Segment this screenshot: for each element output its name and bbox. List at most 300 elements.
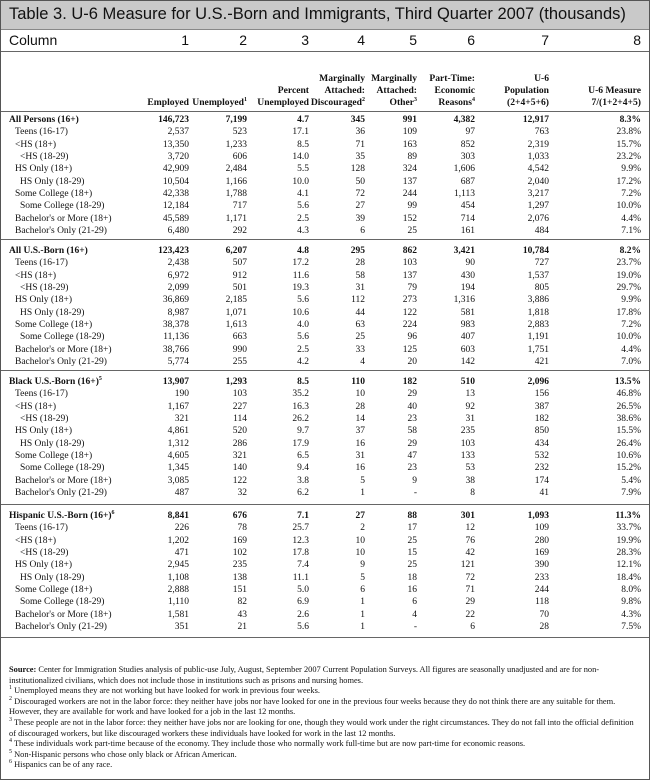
column-header-text: 7/(1+2+4+5) xyxy=(591,97,641,109)
cell-value: 72 xyxy=(465,572,475,583)
cell-value: 15.7% xyxy=(616,139,641,150)
cell-value: 10 xyxy=(355,548,365,559)
section-rule xyxy=(1,239,649,240)
row-label-text: HS Only (18+) xyxy=(15,560,73,571)
cell-value: 4,382 xyxy=(453,115,475,125)
cell-value: 12 xyxy=(465,523,475,534)
cell-value: 717 xyxy=(232,201,247,212)
table-row xyxy=(1,535,649,547)
row-label xyxy=(20,438,84,450)
cell-value: 5.6 xyxy=(297,201,309,212)
row-label-text: All Persons (16+) xyxy=(9,115,79,125)
row-label xyxy=(15,139,56,151)
cell-value: 17.8 xyxy=(292,548,309,559)
footnote-text: Discouraged workers are not in the labor force: they neither have jobs nor have looked for one in the previous four weeks because they do not think there are any suitable for them. However, they are available for work and have looked for a job in the last 12 months. xyxy=(9,696,616,717)
cell-value: - xyxy=(413,488,417,499)
row-label-text: HS Only (18-29) xyxy=(20,438,85,449)
table-row xyxy=(1,126,649,138)
row-label xyxy=(15,609,112,621)
cell-value: 321 xyxy=(174,414,189,425)
cell-value: 13.5% xyxy=(614,377,641,387)
table-row xyxy=(1,462,649,474)
row-label-text: Black U.S.-Born (16+) xyxy=(9,377,99,387)
table-row xyxy=(1,307,649,319)
column-header-line xyxy=(534,73,549,85)
cell-value: 581 xyxy=(460,307,475,318)
cell-value: 19.0% xyxy=(616,270,641,281)
row-label xyxy=(20,282,68,294)
cell-value: 235 xyxy=(460,426,475,437)
footnote-mark: 1 xyxy=(9,685,12,692)
column-header-line xyxy=(438,97,475,109)
column-header-text: U-6 Measure xyxy=(588,85,641,97)
cell-value: 10 xyxy=(355,535,365,546)
cell-value: 35.2 xyxy=(292,389,309,400)
footnote-mark: 6 xyxy=(111,509,115,516)
footnote-mark: 5 xyxy=(98,375,102,382)
cell-value: 26.4% xyxy=(616,438,641,449)
cell-value: 6 xyxy=(360,226,365,237)
row-label-text: HS Only (18+) xyxy=(15,295,73,306)
cell-value: 2,888 xyxy=(167,585,189,596)
cell-value: 8.5 xyxy=(297,377,309,387)
cell-value: 163 xyxy=(402,139,417,150)
row-label-text: Hispanic U.S.-Born (16+) xyxy=(9,511,112,521)
table-row xyxy=(1,282,649,294)
footnote-mark: 6 xyxy=(9,759,12,766)
row-label-text: Some College (18+) xyxy=(15,189,93,200)
cell-value: 1,613 xyxy=(225,320,247,331)
cell-value: 850 xyxy=(534,426,549,437)
table-row xyxy=(1,331,649,343)
cell-value: 434 xyxy=(534,438,549,449)
cell-value: 7.2% xyxy=(621,320,641,331)
cell-value: 10.0 xyxy=(292,176,309,187)
cell-value: 4,605 xyxy=(167,451,189,462)
column-header-line xyxy=(147,97,189,109)
cell-value: 182 xyxy=(534,414,549,425)
cell-value: 321 xyxy=(232,451,247,462)
row-label-text: Teens (16-17) xyxy=(15,127,68,138)
cell-value: 23.2% xyxy=(616,152,641,163)
cell-value: 8,841 xyxy=(167,511,189,521)
cell-value: 28 xyxy=(355,401,365,412)
row-label xyxy=(15,257,68,269)
cell-value: 292 xyxy=(232,226,247,237)
table-row xyxy=(1,319,649,331)
row-label xyxy=(15,344,112,356)
cell-value: 3,886 xyxy=(527,295,549,306)
cell-value: 2.5 xyxy=(297,344,309,355)
cell-value: - xyxy=(413,622,417,633)
table-row xyxy=(1,213,649,225)
column-header-text: Reasons xyxy=(438,97,472,109)
cell-value: 763 xyxy=(534,127,549,138)
cell-value: 16 xyxy=(355,463,365,474)
row-label xyxy=(15,401,56,413)
table-title: Table 3. U-6 Measure for U.S.-Born and Immigrants, Third Quarter 2007 (thousands) xyxy=(9,5,626,23)
cell-value: 23.7% xyxy=(616,258,641,269)
cell-value: 42,909 xyxy=(162,164,189,175)
cell-value: 4.0 xyxy=(297,320,309,331)
cell-value: 523 xyxy=(232,127,247,138)
cell-value: 1,108 xyxy=(167,572,189,583)
cell-value: 8.5 xyxy=(297,139,309,150)
cell-value: 1,297 xyxy=(527,201,549,212)
column-header-text: Unemployed xyxy=(192,97,244,109)
cell-value: 38,766 xyxy=(162,344,189,355)
cell-value: 8,987 xyxy=(167,307,189,318)
row-label xyxy=(20,331,104,343)
row-label xyxy=(20,176,84,188)
cell-value: 1,788 xyxy=(225,189,247,200)
cell-value: 109 xyxy=(534,523,549,534)
row-label-text: Some College (18-29) xyxy=(20,463,105,474)
footnote xyxy=(9,697,641,718)
table-row xyxy=(1,344,649,356)
cell-value: 1,071 xyxy=(225,307,247,318)
row-label xyxy=(20,572,84,584)
column-number-7: 7 xyxy=(541,32,549,48)
cell-value: 13,350 xyxy=(162,139,189,150)
cell-value: 78 xyxy=(237,523,247,534)
cell-value: 17.8% xyxy=(616,307,641,318)
table-row xyxy=(1,356,649,368)
row-label xyxy=(15,163,72,175)
cell-value: 7.1% xyxy=(621,226,641,237)
cell-value: 2,096 xyxy=(527,377,549,387)
cell-value: 1 xyxy=(360,609,365,620)
cell-value: 109 xyxy=(402,127,417,138)
column-header-4 xyxy=(303,57,365,109)
cell-value: 6 xyxy=(360,585,365,596)
cell-value: 38.6% xyxy=(616,414,641,425)
column-header-text: Unemployed xyxy=(257,97,309,109)
cell-value: 4,861 xyxy=(167,426,189,437)
row-label-text: <HS (18-29) xyxy=(20,414,69,425)
row-label-text: All U.S.-Born (16+) xyxy=(9,246,88,256)
cell-value: 5.6 xyxy=(297,622,309,633)
cell-value: 29 xyxy=(465,597,475,608)
row-label-text: HS Only (18+) xyxy=(15,164,73,175)
table-row xyxy=(1,388,649,400)
cell-value: 7.1 xyxy=(297,511,309,521)
table-row xyxy=(1,547,649,559)
cell-value: 82 xyxy=(237,597,247,608)
cell-value: 1 xyxy=(360,597,365,608)
cell-value: 9 xyxy=(360,560,365,571)
table-row xyxy=(1,438,649,450)
column-header-text: Percent xyxy=(277,85,309,97)
cell-value: 28 xyxy=(539,622,549,633)
table-row xyxy=(1,559,649,571)
footnotes xyxy=(9,665,641,771)
table-row xyxy=(1,401,649,413)
cell-value: 27 xyxy=(355,511,365,521)
cell-value: 2,319 xyxy=(527,139,549,150)
row-label-text: <HS (18+) xyxy=(15,270,57,281)
cell-value: 17 xyxy=(407,523,417,534)
cell-value: 9.9% xyxy=(621,295,641,306)
row-label xyxy=(20,413,68,425)
footnote-text: Unemployed means they are not working but have looked for work in previous four weeks. xyxy=(12,686,320,696)
cell-value: 454 xyxy=(460,201,475,212)
table-row xyxy=(1,176,649,188)
cell-value: 9.9% xyxy=(621,164,641,175)
cell-value: 79 xyxy=(407,283,417,294)
cell-value: 6,972 xyxy=(167,270,189,281)
cell-value: 532 xyxy=(534,451,549,462)
footnote-mark: 3 xyxy=(9,717,12,724)
cell-value: 10.0% xyxy=(616,201,641,212)
column-header-text: Marginally xyxy=(319,73,365,85)
cell-value: 12.1% xyxy=(616,560,641,571)
cell-value: 128 xyxy=(350,164,365,175)
cell-value: 122 xyxy=(402,307,417,318)
cell-value: 42 xyxy=(465,548,475,559)
column-label: Column xyxy=(9,32,58,48)
source-note xyxy=(9,665,641,686)
row-label xyxy=(15,450,92,462)
cell-value: 1,345 xyxy=(167,463,189,474)
cell-value: 13 xyxy=(465,389,475,400)
cell-value: 1,818 xyxy=(527,307,549,318)
cell-value: 76 xyxy=(465,535,475,546)
cell-value: 990 xyxy=(232,344,247,355)
cell-value: 42,338 xyxy=(162,189,189,200)
row-label-text: Teens (16-17) xyxy=(15,523,68,534)
row-label xyxy=(15,294,72,306)
cell-value: 18 xyxy=(407,572,417,583)
cell-value: 255 xyxy=(232,357,247,368)
cell-value: 5.4% xyxy=(621,475,641,486)
table-row xyxy=(1,257,649,269)
cell-value: 39 xyxy=(355,213,365,224)
row-label-text: <HS (18-29) xyxy=(20,283,69,294)
cell-value: 5.6 xyxy=(297,295,309,306)
cell-value: 3.8 xyxy=(297,475,309,486)
cell-value: 41 xyxy=(539,488,549,499)
cell-value: 2.6 xyxy=(297,609,309,620)
cell-value: 88 xyxy=(407,511,417,521)
cell-value: 33 xyxy=(355,344,365,355)
column-header-line xyxy=(311,97,365,109)
cell-value: 26.2 xyxy=(292,414,309,425)
cell-value: 1,312 xyxy=(167,438,189,449)
cell-value: 140 xyxy=(232,463,247,474)
cell-value: 1,191 xyxy=(527,332,549,343)
cell-value: 227 xyxy=(232,401,247,412)
column-number-row xyxy=(1,29,649,52)
column-header-text: Attached: xyxy=(376,85,417,97)
column-header-line xyxy=(504,85,549,97)
table-row xyxy=(1,139,649,151)
row-label-text: HS Only (18-29) xyxy=(20,307,85,318)
row-label-text: Bachelor's or More (18+) xyxy=(15,213,112,224)
cell-value: 5 xyxy=(360,475,365,486)
cell-value: 2,945 xyxy=(167,560,189,571)
column-header-7 xyxy=(487,57,549,109)
cell-value: 430 xyxy=(460,270,475,281)
cell-value: 6.9 xyxy=(297,597,309,608)
row-label xyxy=(15,225,107,237)
table-row xyxy=(1,270,649,282)
cell-value: 603 xyxy=(460,344,475,355)
column-header-6 xyxy=(419,57,475,109)
table-row xyxy=(1,609,649,621)
row-label-text: <HS (18+) xyxy=(15,535,57,546)
row-label xyxy=(20,200,104,212)
cell-value: 17.2 xyxy=(292,258,309,269)
cell-value: 9.4 xyxy=(297,463,309,474)
column-header-line xyxy=(377,85,418,97)
cell-value: 19.9% xyxy=(616,535,641,546)
footnote xyxy=(9,718,641,739)
cell-value: 390 xyxy=(534,560,549,571)
group-total-row xyxy=(1,510,649,522)
section-rule xyxy=(1,111,649,112)
cell-value: 103 xyxy=(232,389,247,400)
table-row xyxy=(1,572,649,584)
cell-value: 2,185 xyxy=(225,295,247,306)
footnote-mark: 5 xyxy=(9,748,12,755)
cell-value: 5.0 xyxy=(297,585,309,596)
cell-value: 387 xyxy=(534,401,549,412)
row-label xyxy=(15,213,112,225)
cell-value: 142 xyxy=(460,357,475,368)
cell-value: 912 xyxy=(232,270,247,281)
cell-value: 11,136 xyxy=(163,332,189,343)
footnote-text: Hispanics can be of any race. xyxy=(12,760,113,770)
row-label-text: Some College (18-29) xyxy=(20,201,105,212)
cell-value: 63 xyxy=(355,320,365,331)
cell-value: 351 xyxy=(174,622,189,633)
column-header-8 xyxy=(577,57,641,109)
column-number-3: 3 xyxy=(301,32,309,48)
cell-value: 2,438 xyxy=(167,258,189,269)
cell-value: 991 xyxy=(402,115,417,125)
column-header-2 xyxy=(189,57,247,109)
cell-value: 4.4% xyxy=(621,213,641,224)
row-label-text: HS Only (18+) xyxy=(15,426,73,437)
cell-value: 233 xyxy=(534,572,549,583)
cell-value: 1,751 xyxy=(527,344,549,355)
cell-value: 1,166 xyxy=(225,176,247,187)
cell-value: 484 xyxy=(534,226,549,237)
cell-value: 17.9 xyxy=(292,438,309,449)
cell-value: 1,202 xyxy=(167,535,189,546)
cell-value: 38 xyxy=(465,475,475,486)
cell-value: 286 xyxy=(232,438,247,449)
cell-value: 244 xyxy=(402,189,417,200)
footnote-mark: 4 xyxy=(9,738,12,745)
cell-value: 58 xyxy=(355,270,365,281)
cell-value: 4.8 xyxy=(297,246,309,256)
cell-value: 4.4% xyxy=(621,344,641,355)
row-label xyxy=(15,270,56,282)
cell-value: 190 xyxy=(174,389,189,400)
cell-value: 12,917 xyxy=(522,115,549,125)
row-label xyxy=(20,462,104,474)
cell-value: 7,199 xyxy=(225,115,247,125)
cell-value: 14 xyxy=(355,414,365,425)
column-header-line xyxy=(588,85,641,97)
cell-value: 19.3 xyxy=(292,283,309,294)
cell-value: 110 xyxy=(351,377,365,387)
cell-value: 45,589 xyxy=(162,213,189,224)
cell-value: 1,167 xyxy=(167,401,189,412)
cell-value: 28 xyxy=(355,258,365,269)
cell-value: 4.2 xyxy=(297,357,309,368)
cell-value: 151 xyxy=(232,585,247,596)
cell-value: 301 xyxy=(460,511,475,521)
cell-value: 4,542 xyxy=(527,164,549,175)
row-label-text: Teens (16-17) xyxy=(15,389,68,400)
cell-value: 36,869 xyxy=(162,295,189,306)
row-label-text: Some College (18+) xyxy=(15,320,93,331)
cell-value: 663 xyxy=(232,332,247,343)
cell-value: 161 xyxy=(460,226,475,237)
cell-value: 47 xyxy=(407,451,417,462)
cell-value: 50 xyxy=(355,176,365,187)
cell-value: 99 xyxy=(407,201,417,212)
column-header-line xyxy=(507,97,549,109)
cell-value: 16.3 xyxy=(292,401,309,412)
cell-value: 7.0% xyxy=(621,357,641,368)
row-label-text: Bachelor's Only (21-29) xyxy=(15,622,107,633)
cell-value: 2,883 xyxy=(527,320,549,331)
cell-value: 852 xyxy=(460,139,475,150)
table-row xyxy=(1,584,649,596)
row-label xyxy=(15,356,107,368)
cell-value: 17.2% xyxy=(616,176,641,187)
cell-value: 3,217 xyxy=(527,189,549,200)
cell-value: 280 xyxy=(534,535,549,546)
table-row xyxy=(1,425,649,437)
cell-value: 15.5% xyxy=(616,426,641,437)
column-header-5 xyxy=(363,57,417,109)
column-header-line xyxy=(325,85,366,97)
cell-value: 5.5 xyxy=(297,164,309,175)
cell-value: 169 xyxy=(534,548,549,559)
row-label-text: Bachelor's Only (21-29) xyxy=(15,357,107,368)
table-row xyxy=(1,522,649,534)
cell-value: 32 xyxy=(237,488,247,499)
cell-value: 3,421 xyxy=(453,246,475,256)
footnote-text: Non-Hispanic persons who chose only black or African American. xyxy=(12,749,237,759)
cell-value: 23 xyxy=(407,463,417,474)
cell-value: 3,085 xyxy=(167,475,189,486)
column-header-text: U-6 xyxy=(534,73,549,85)
row-label-text: Bachelor's Only (21-29) xyxy=(15,226,107,237)
cell-value: 2,076 xyxy=(527,213,549,224)
cell-value: 137 xyxy=(402,270,417,281)
column-header-text: Attached: xyxy=(324,85,365,97)
cell-value: 25.7 xyxy=(292,523,309,534)
row-label xyxy=(20,596,104,608)
cell-value: 4 xyxy=(360,357,365,368)
cell-value: 156 xyxy=(534,389,549,400)
column-number-4: 4 xyxy=(357,32,365,48)
cell-value: 4 xyxy=(412,609,417,620)
cell-value: 70 xyxy=(539,609,549,620)
row-label xyxy=(20,307,84,319)
cell-value: 123,423 xyxy=(158,246,189,256)
cell-value: 2,484 xyxy=(225,164,247,175)
cell-value: 169 xyxy=(232,535,247,546)
cell-value: 29 xyxy=(407,389,417,400)
cell-value: 43 xyxy=(237,609,247,620)
